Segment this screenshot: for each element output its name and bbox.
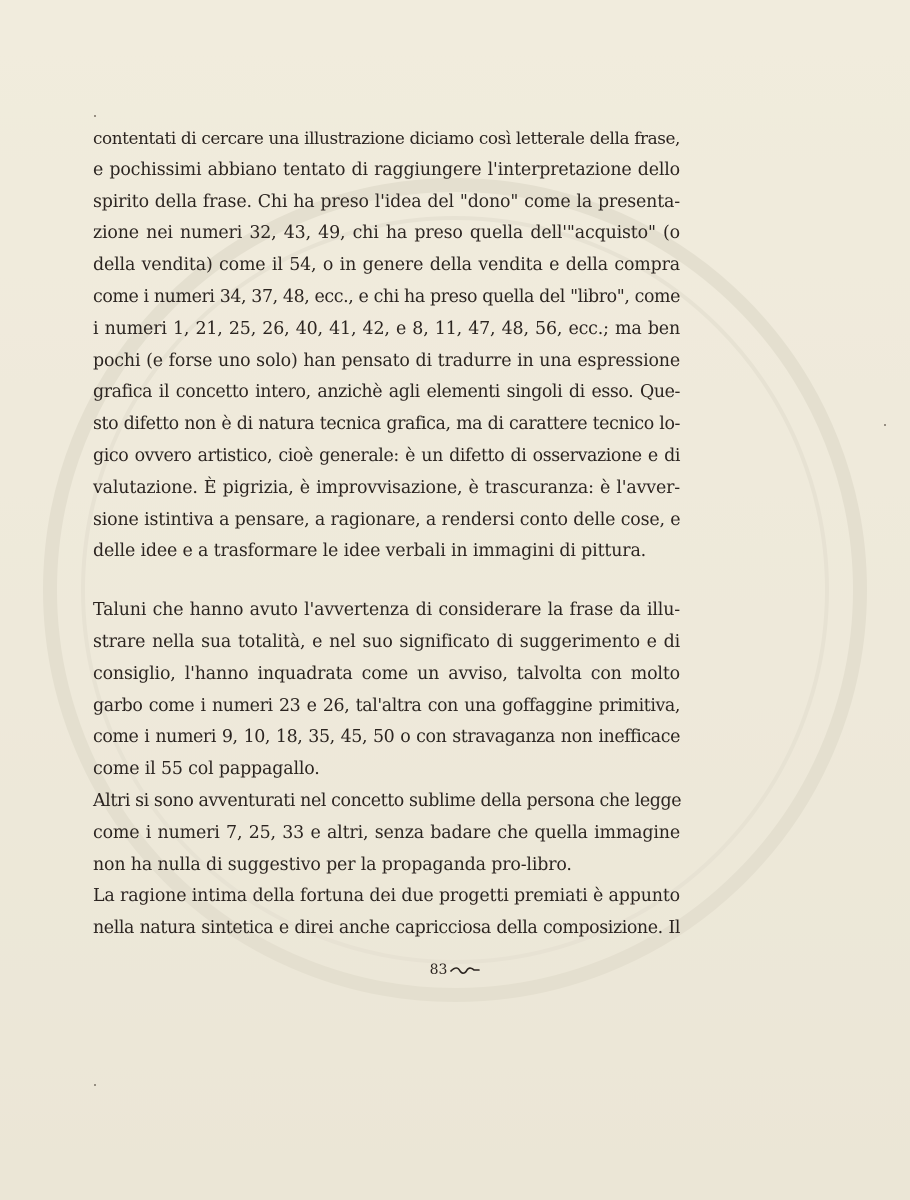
text-line: delle idee e a trasformare le idee verbali in immagini di pittura. bbox=[93, 541, 647, 562]
paragraph-gap bbox=[93, 568, 680, 595]
text-line: consiglio, l'hanno inquadrata come un avviso, talvolta con molto bbox=[93, 663, 680, 684]
paragraph-1 bbox=[93, 123, 680, 568]
text-line: come i numeri 7, 25, 33 e altri, senza badare che quella immagine bbox=[93, 822, 680, 843]
flourish-icon bbox=[450, 965, 480, 975]
paragraph-3 bbox=[93, 786, 680, 881]
text-line: gico ovvero artistico, cioè generale: è un difetto di osservazione e di bbox=[93, 445, 680, 466]
text-line: sto difetto non è di natura tecnica grafica, ma di carattere tecnico lo- bbox=[93, 414, 680, 435]
text-line: e pochissimi abbiano tentato di raggiungere l'interpretazione dello bbox=[93, 159, 680, 180]
text-line: zione nei numeri 32, 43, 49, chi ha preso quella dell'"acquisto" (o bbox=[93, 223, 680, 244]
text-line: pochi (e forse uno solo) han pensato di tradurre in una espressione bbox=[93, 350, 680, 371]
page-number-text: 83 bbox=[429, 962, 448, 978]
text-line: garbo come i numeri 23 e 26, tal'altra con una goffaggine primitiva, bbox=[93, 695, 680, 716]
text-line: della vendita) come il 54, o in genere della vendita e della compra bbox=[93, 255, 680, 276]
text-line: Taluni che hanno avuto l'avvertenza di considerare la frase da illu- bbox=[93, 600, 680, 621]
paper-speck bbox=[94, 1084, 96, 1086]
body-text bbox=[93, 123, 680, 945]
text-line: La ragione intima della fortuna dei due progetti premiati è appunto bbox=[93, 886, 680, 907]
paper-speck bbox=[94, 115, 96, 117]
text-line: spirito della frase. Chi ha preso l'idea del "dono" come la presenta- bbox=[93, 191, 680, 212]
text-line: strare nella sua totalità, e nel suo significato di suggerimento e di bbox=[93, 631, 680, 652]
text-line: nella natura sintetica e direi anche capricciosa della composizione. Il bbox=[93, 918, 680, 939]
text-line: come i numeri 34, 37, 48, ecc., e chi ha preso quella del "libro", come bbox=[93, 286, 680, 307]
text-line: non ha nulla di suggestivo per la propaganda pro-libro. bbox=[93, 854, 572, 875]
paragraph-2 bbox=[93, 595, 680, 786]
text-line: Altri si sono avventurati nel concetto sublime della persona che legge bbox=[93, 790, 682, 811]
text-line: grafica il concetto intero, anzichè agli elementi singoli di esso. Que- bbox=[93, 382, 680, 403]
page-number bbox=[0, 962, 910, 978]
text-line: contentati di cercare una illustrazione diciamo così letterale della frase, bbox=[93, 128, 680, 148]
paragraph-4 bbox=[93, 881, 680, 945]
text-line: sione istintiva a pensare, a ragionare, a rendersi conto delle cose, e bbox=[93, 509, 681, 530]
text-line: i numeri 1, 21, 25, 26, 40, 41, 42, e 8, 11, 47, 48, 56, ecc.; ma ben bbox=[93, 318, 680, 339]
text-line: come il 55 col pappagallo. bbox=[93, 759, 320, 780]
paper-speck bbox=[884, 424, 886, 426]
text-line: valutazione. È pigrizia, è improvvisazione, è trascuranza: è l'avver- bbox=[93, 477, 680, 498]
text-line: come i numeri 9, 10, 18, 35, 45, 50 o con stravaganza non inefficace bbox=[93, 727, 680, 748]
